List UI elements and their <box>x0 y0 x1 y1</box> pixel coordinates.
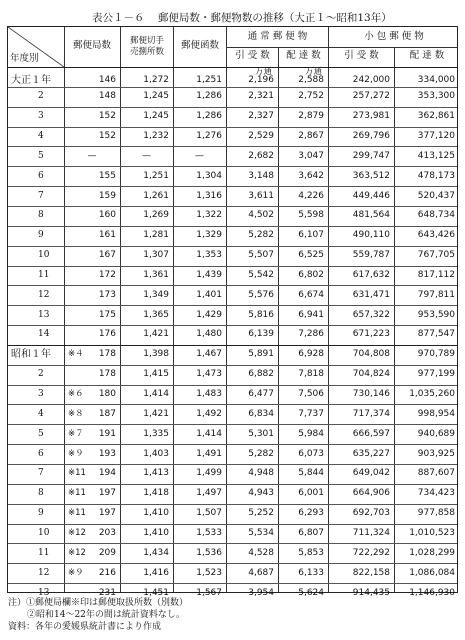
value-cell-o_acc: 6,477 <box>248 389 274 400</box>
row-rule <box>8 484 457 485</box>
year-cell: 7 <box>38 190 44 201</box>
value-cell-stamp: 1,269 <box>143 210 169 221</box>
header-diagonal <box>8 27 64 67</box>
year-cell: 11 <box>38 269 50 280</box>
row-rule <box>8 246 457 247</box>
row-rule <box>8 226 457 227</box>
value-cell-offices: 194 <box>98 468 116 479</box>
value-cell-p_acc: 657,322 <box>352 309 390 320</box>
value-cell-stamp: 1,410 <box>143 508 169 519</box>
value-cell-stamp: 1,410 <box>143 527 169 538</box>
value-cell-o_del: 7,506 <box>298 389 324 400</box>
value-cell-p_acc: 363,512 <box>352 170 390 181</box>
value-cell-p_del: 1,028,299 <box>409 547 455 558</box>
value-cell-boxes: 1,467 <box>196 349 222 360</box>
value-cell-o_acc: 4,528 <box>248 547 274 558</box>
value-cell-o_acc: 5,576 <box>248 289 274 300</box>
value-cell-p_del: 520,437 <box>417 190 455 201</box>
year-cell: 10 <box>38 527 50 538</box>
value-cell-o_acc: 2,196 <box>248 75 274 86</box>
value-cell-stamp: 1,232 <box>143 130 169 141</box>
value-cell-boxes: 1,507 <box>196 508 222 519</box>
value-cell-stamp: 1,272 <box>143 75 169 86</box>
value-cell-p_del: 887,607 <box>417 468 455 479</box>
year-cell: 13 <box>38 309 50 320</box>
value-cell-offices: 160 <box>98 210 116 221</box>
value-cell-offices: 193 <box>98 448 116 459</box>
year-cell: 11 <box>38 547 50 558</box>
value-cell-boxes: 1,497 <box>196 488 222 499</box>
row-rule <box>8 404 457 405</box>
value-cell-stamp: 1,307 <box>143 250 169 261</box>
value-cell-o_acc: 4,502 <box>248 210 274 221</box>
value-cell-boxes: 1,536 <box>196 547 222 558</box>
value-cell-o_del: 2,588 <box>298 75 324 86</box>
office-mark-cell: ※６ <box>68 389 84 400</box>
table-title <box>92 10 392 25</box>
value-cell-stamp: 1,281 <box>143 230 169 241</box>
year-cell: 12 <box>38 567 50 578</box>
value-cell-boxes: 1,523 <box>196 567 222 578</box>
row-rule <box>8 464 457 465</box>
value-cell-boxes: 1,492 <box>196 408 222 419</box>
value-cell-stamp: 1,421 <box>143 408 169 419</box>
value-cell-stamp: 1,251 <box>143 170 169 181</box>
row-rule <box>8 444 457 445</box>
office-mark-cell: ※９ <box>68 567 84 578</box>
row-rule <box>8 563 457 564</box>
value-cell-offices: 180 <box>98 389 116 400</box>
value-cell-stamp: 1,415 <box>143 369 169 380</box>
office-mark-cell: ※８ <box>68 408 84 419</box>
value-cell-p_del: 643,426 <box>417 230 455 241</box>
value-cell-p_acc: 671,223 <box>352 329 390 340</box>
value-cell-boxes: 1,491 <box>196 448 222 459</box>
row-rule <box>8 543 457 544</box>
value-cell-o_del: 6,674 <box>298 289 324 300</box>
value-cell-o_del: 3,642 <box>298 170 324 181</box>
value-cell-stamp: 1,403 <box>143 448 169 459</box>
value-cell-p_del: 998,954 <box>417 408 455 419</box>
row-rule <box>8 365 457 366</box>
value-cell-boxes: 1,322 <box>196 210 222 221</box>
value-cell-offices: 152 <box>98 111 116 122</box>
value-cell-o_del: 5,984 <box>298 428 324 439</box>
office-mark-cell: ※９ <box>68 448 84 459</box>
value-cell-p_del: 970,789 <box>417 349 455 360</box>
value-cell-offices: 173 <box>98 289 116 300</box>
header-ordinary-mail: 通 常 郵 便 物 <box>247 31 308 42</box>
value-cell-o_del: 5,853 <box>298 547 324 558</box>
row-rule <box>8 285 457 286</box>
value-cell-o_del: 5,844 <box>298 468 324 479</box>
value-cell-o_del: 7,286 <box>298 329 324 340</box>
value-cell-o_del: 7,818 <box>298 369 324 380</box>
office-mark-cell: ※11 <box>68 488 86 499</box>
row-rule <box>8 583 457 584</box>
value-cell-boxes: 1,429 <box>196 309 222 320</box>
value-cell-o_del: 6,133 <box>298 567 324 578</box>
value-cell-boxes: 1,286 <box>196 111 222 122</box>
value-cell-p_del: 797,811 <box>417 289 455 300</box>
row-rule <box>8 325 457 326</box>
year-cell: 3 <box>38 111 44 122</box>
year-cell: 7 <box>38 468 44 479</box>
value-cell-boxes: 1,414 <box>196 428 222 439</box>
year-cell: 6 <box>38 170 44 181</box>
year-cell: 8 <box>38 210 44 221</box>
value-cell-stamp: 1,451 <box>143 587 169 598</box>
value-cell-o_acc: 5,252 <box>248 508 274 519</box>
value-cell-o_acc: 6,882 <box>248 369 274 380</box>
value-cell-offices: 152 <box>98 130 116 141</box>
value-cell-o_del: 6,293 <box>298 508 324 519</box>
year-cell: 14 <box>38 329 50 340</box>
year-cell: 12 <box>38 289 50 300</box>
value-cell-offices: 155 <box>98 170 116 181</box>
value-cell-p_acc: 692,703 <box>352 508 390 519</box>
row-rule <box>8 107 457 108</box>
value-cell-o_del: 3,047 <box>298 150 324 161</box>
value-cell-p_acc: 822,158 <box>352 567 390 578</box>
value-cell-o_del: 6,525 <box>298 250 324 261</box>
value-cell-stamp: 1,416 <box>143 567 169 578</box>
value-cell-offices: 148 <box>98 91 116 102</box>
value-cell-p_del: 940,689 <box>417 428 455 439</box>
value-cell-stamp: 1,349 <box>143 289 169 300</box>
value-cell-p_del: 903,925 <box>417 448 455 459</box>
value-cell-p_acc: 269,796 <box>352 130 390 141</box>
value-cell-boxes: 1,329 <box>196 230 222 241</box>
value-cell-offices: — <box>87 150 97 161</box>
value-cell-p_acc: 730,146 <box>352 389 390 400</box>
office-mark-cell: ※７ <box>68 428 84 439</box>
year-cell: 大正１年 <box>11 75 51 87</box>
value-cell-o_del: 6,807 <box>298 527 324 538</box>
row-rule <box>8 206 457 207</box>
value-cell-stamp: 1,245 <box>143 111 169 122</box>
office-mark-cell: ※12 <box>68 547 86 558</box>
value-cell-o_del: 2,752 <box>298 91 324 102</box>
value-cell-boxes: 1,533 <box>196 527 222 538</box>
year-cell: 5 <box>38 150 44 161</box>
value-cell-p_del: 362,861 <box>417 111 455 122</box>
value-cell-p_acc: 631,471 <box>352 289 390 300</box>
value-cell-p_del: 1,146,930 <box>409 587 455 598</box>
value-cell-offices: 172 <box>98 269 116 280</box>
value-cell-offices: 203 <box>98 527 116 538</box>
value-cell-offices: 197 <box>98 488 116 499</box>
value-cell-p_del: 1,010,523 <box>409 527 455 538</box>
value-cell-boxes: 1,401 <box>196 289 222 300</box>
value-cell-p_del: 767,705 <box>417 250 455 261</box>
value-cell-o_del: 4,226 <box>298 190 324 201</box>
header-offices: 郵便局数 <box>72 40 111 51</box>
table-notes <box>8 597 188 633</box>
header-parcel-delivered: 配 達 数 <box>409 50 445 61</box>
value-cell-boxes: 1,353 <box>196 250 222 261</box>
year-cell: 5 <box>38 428 44 439</box>
value-cell-p_acc: 704,808 <box>352 349 390 360</box>
value-cell-boxes: 1,276 <box>196 130 222 141</box>
row-rule <box>8 345 457 346</box>
value-cell-p_acc: 666,597 <box>352 428 390 439</box>
value-cell-o_acc: 5,282 <box>248 448 274 459</box>
value-cell-p_acc: 617,632 <box>352 269 390 280</box>
row-rule <box>8 266 457 267</box>
value-cell-p_del: 1,086,084 <box>409 567 455 578</box>
value-cell-stamp: 1,418 <box>143 488 169 499</box>
year-cell: 4 <box>38 130 44 141</box>
value-cell-boxes: 1,251 <box>196 75 222 86</box>
value-cell-boxes: 1,439 <box>196 269 222 280</box>
year-cell: 6 <box>38 448 44 459</box>
value-cell-offices: 191 <box>98 428 116 439</box>
value-cell-p_acc: 649,042 <box>352 468 390 479</box>
value-cell-o_acc: 5,891 <box>248 349 274 360</box>
value-cell-o_acc: 3,954 <box>248 587 274 598</box>
office-mark-cell: ※11 <box>68 508 86 519</box>
value-cell-o_del: 6,107 <box>298 230 324 241</box>
value-cell-offices: 197 <box>98 508 116 519</box>
value-cell-stamp: 1,245 <box>143 91 169 102</box>
value-cell-o_acc: 4,943 <box>248 488 274 499</box>
value-cell-o_acc: 3,148 <box>248 170 274 181</box>
value-cell-stamp: 1,414 <box>143 389 169 400</box>
year-cell: 2 <box>38 91 44 102</box>
value-cell-boxes: 1,304 <box>196 170 222 181</box>
value-cell-p_del: 334,000 <box>417 75 455 86</box>
value-cell-offices: 175 <box>98 309 116 320</box>
value-cell-o_del: 6,802 <box>298 269 324 280</box>
year-cell: 13 <box>38 587 50 598</box>
value-cell-p_acc: 449,446 <box>352 190 390 201</box>
year-cell: 9 <box>38 230 44 241</box>
year-cell: 10 <box>38 250 50 261</box>
unit-label: 万通 <box>254 67 272 77</box>
value-cell-boxes: 1,316 <box>196 190 222 201</box>
value-cell-o_acc: 4,687 <box>248 567 274 578</box>
header-parcel-accepted: 引 受 数 <box>344 50 379 61</box>
value-cell-o_del: 2,879 <box>298 111 324 122</box>
value-cell-p_acc: 914,435 <box>352 587 390 598</box>
value-cell-p_acc: 559,787 <box>352 250 390 261</box>
value-cell-p_del: 478,173 <box>417 170 455 181</box>
value-cell-p_del: 353,300 <box>417 91 455 102</box>
value-cell-p_acc: 242,000 <box>352 75 390 86</box>
row-rule <box>8 305 457 306</box>
value-cell-p_acc: 635,227 <box>352 448 390 459</box>
row-rule <box>8 504 457 505</box>
header-year: 年度別 <box>10 53 39 64</box>
value-cell-offices: 161 <box>98 230 116 241</box>
header-ordinary-delivered: 配 達 数 <box>286 50 321 61</box>
value-cell-offices: 178 <box>98 369 116 380</box>
row-rule <box>8 524 457 525</box>
value-cell-boxes: — <box>195 150 204 161</box>
value-cell-o_del: 6,941 <box>298 309 324 320</box>
value-cell-o_acc: 5,282 <box>248 230 274 241</box>
unit-label: 万通 <box>304 67 322 77</box>
value-cell-p_del: 817,112 <box>417 269 455 280</box>
value-cell-o_acc: 5,534 <box>248 527 274 538</box>
value-cell-offices: 231 <box>98 587 116 598</box>
value-cell-o_del: 5,598 <box>298 210 324 221</box>
value-cell-o_acc: 6,834 <box>248 408 274 419</box>
year-cell: 9 <box>38 508 44 519</box>
value-cell-o_acc: 4,948 <box>248 468 274 479</box>
value-cell-p_del: 413,125 <box>417 150 455 161</box>
value-cell-p_acc: 711,324 <box>352 527 390 538</box>
value-cell-offices: 176 <box>98 329 116 340</box>
header-ordinary-accepted: 引 受 数 <box>235 50 270 61</box>
value-cell-offices: 146 <box>98 75 116 86</box>
value-cell-offices: 167 <box>98 250 116 261</box>
value-cell-p_del: 977,858 <box>417 508 455 519</box>
value-cell-o_acc: 6,139 <box>248 329 274 340</box>
value-cell-p_del: 734,423 <box>417 488 455 499</box>
value-cell-offices: 209 <box>98 547 116 558</box>
note-1: 注）①郵便局欄※印は郵便取扱所数（別数） <box>8 598 189 608</box>
office-mark-cell: ※４ <box>68 349 84 360</box>
value-cell-p_del: 1,035,260 <box>409 389 455 400</box>
row-rule <box>8 166 457 167</box>
year-cell: 4 <box>38 408 44 419</box>
value-cell-p_acc: 717,374 <box>352 408 390 419</box>
year-cell: 昭和１年 <box>11 349 51 361</box>
value-cell-p_del: 977,199 <box>417 369 455 380</box>
statistics-table <box>7 26 458 598</box>
value-cell-offices: 178 <box>98 349 116 360</box>
value-cell-o_del: 6,073 <box>298 448 324 459</box>
value-cell-o_acc: 3,611 <box>248 190 274 201</box>
year-cell: 2 <box>38 369 44 380</box>
row-rule <box>8 186 457 187</box>
value-cell-o_del: 7,737 <box>298 408 324 419</box>
value-cell-p_acc: 664,906 <box>352 488 390 499</box>
row-rule <box>8 146 457 147</box>
value-cell-boxes: 1,567 <box>196 587 222 598</box>
year-cell: 3 <box>38 389 44 400</box>
value-cell-stamp: 1,361 <box>143 269 169 280</box>
value-cell-o_del: 6,928 <box>298 349 324 360</box>
row-rule <box>8 127 457 128</box>
value-cell-offices: 159 <box>98 190 116 201</box>
value-cell-boxes: 1,473 <box>196 369 222 380</box>
value-cell-p_acc: 722,292 <box>352 547 390 558</box>
value-cell-p_acc: 257,272 <box>352 91 390 102</box>
value-cell-stamp: 1,421 <box>143 329 169 340</box>
value-cell-o_acc: 5,301 <box>248 428 274 439</box>
value-cell-boxes: 1,483 <box>196 389 222 400</box>
value-cell-stamp: 1,413 <box>143 468 169 479</box>
value-cell-o_acc: 2,682 <box>248 150 274 161</box>
value-cell-o_acc: 2,327 <box>248 111 274 122</box>
note-source: 資料：各年の愛媛県統計書により作成 <box>8 622 162 632</box>
value-cell-o_acc: 5,542 <box>248 269 274 280</box>
value-cell-stamp: 1,434 <box>143 547 169 558</box>
value-cell-boxes: 1,480 <box>196 329 222 340</box>
value-cell-p_acc: 704,824 <box>352 369 390 380</box>
value-cell-stamp: 1,365 <box>143 309 169 320</box>
value-cell-stamp: 1,398 <box>143 349 169 360</box>
value-cell-o_del: 6,001 <box>298 488 324 499</box>
value-cell-stamp: 1,261 <box>143 190 169 201</box>
value-cell-o_acc: 2,529 <box>248 130 274 141</box>
value-cell-p_acc: 299,747 <box>352 150 390 161</box>
header-post-boxes: 郵便函数 <box>180 40 219 51</box>
header-parcel-mail: 小 包 郵 便 物 <box>364 31 424 42</box>
value-cell-o_acc: 2,321 <box>248 91 274 102</box>
row-rule <box>8 87 457 88</box>
row-rule <box>8 385 457 386</box>
value-cell-p_del: 877,547 <box>417 329 455 340</box>
value-cell-o_acc: 5,816 <box>248 309 274 320</box>
value-cell-offices: 187 <box>98 408 116 419</box>
table-caption: 郵便局数・郵便物数の推移（大正１～昭和13年） <box>157 12 392 24</box>
value-cell-p_acc: 481,564 <box>352 210 390 221</box>
value-cell-p_acc: 490,110 <box>352 230 390 241</box>
value-cell-offices: 216 <box>98 567 116 578</box>
value-cell-p_del: 953,590 <box>417 309 455 320</box>
value-cell-stamp: — <box>142 150 151 161</box>
table-number: 表公１－６ <box>92 12 145 24</box>
year-cell: 8 <box>38 488 44 499</box>
header-stamp-sellers: 郵便切手売捌所数 <box>129 36 164 57</box>
value-cell-boxes: 1,286 <box>196 91 222 102</box>
value-cell-o_acc: 5,507 <box>248 250 274 261</box>
header-subdivider <box>226 47 457 48</box>
value-cell-o_del: 5,624 <box>298 587 324 598</box>
value-cell-o_del: 2,867 <box>298 130 324 141</box>
value-cell-boxes: 1,499 <box>196 468 222 479</box>
office-mark-cell: ※12 <box>68 527 86 538</box>
office-mark-cell: ※11 <box>68 468 86 479</box>
value-cell-stamp: 1,335 <box>143 428 169 439</box>
note-2: ②昭和14～22年の間は統計資料なし。 <box>27 610 185 620</box>
value-cell-p_del: 648,734 <box>417 210 455 221</box>
value-cell-p_del: 377,120 <box>417 130 455 141</box>
value-cell-p_acc: 273,981 <box>352 111 390 122</box>
row-rule <box>8 424 457 425</box>
